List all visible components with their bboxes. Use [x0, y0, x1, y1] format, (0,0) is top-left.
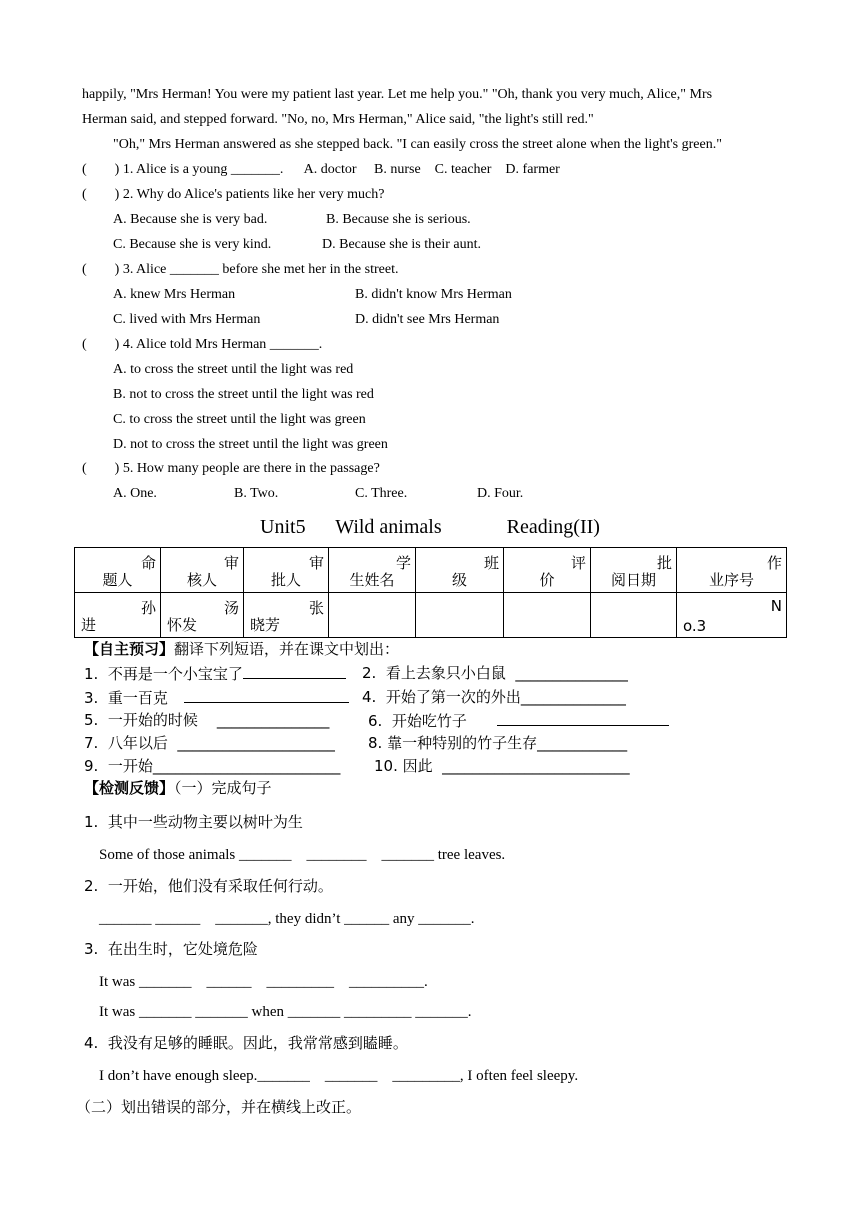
table-cell-top: 张: [308, 599, 324, 617]
feedback-q1-cn: 1. 其中一些动物主要以树叶为生: [84, 813, 303, 831]
table-cell-empty: [591, 593, 676, 637]
table-cell-empty: [329, 593, 415, 637]
question-5-option-c: C. Three.: [355, 486, 408, 501]
table-cell-bottom: 阅日期: [610, 571, 656, 589]
feedback-q1-en: Some of those animals _______ ________ _______ tree leaves.: [99, 847, 506, 863]
table-cell-bottom: 进: [81, 616, 97, 634]
preview-item-6: [368, 711, 669, 730]
table-cell-top: 批: [656, 554, 672, 572]
answer-blank[interactable]: [184, 688, 349, 703]
preview-item-10: 10. 因此 _________________________: [374, 757, 630, 775]
passage-line-3: "Oh," Mrs Herman answered as she stepped back. "I can easily cross the street alone when the light's green.": [113, 137, 722, 152]
answer-blank[interactable]: [497, 711, 669, 726]
table-cell-top: 评: [570, 554, 586, 572]
preview-item-3: [84, 688, 349, 707]
passage-line-2: Herman said, and stepped forward. "No, no, Mrs Herman," Alice said, "the light's still red.": [82, 112, 594, 127]
feedback-part2: （二）划出错误的部分，并在横线上改正。: [76, 1098, 362, 1116]
table-cell-top: 汤: [223, 599, 239, 617]
question-2-option-a: A. Because she is very bad.: [113, 212, 268, 227]
preview-item-1-text: 1. 不再是一个小宝宝了: [84, 665, 243, 683]
table-cell-empty: [504, 593, 590, 637]
preview-header: [84, 640, 399, 658]
question-4-option-b: B. not to cross the street until the light was red: [113, 387, 374, 402]
feedback-q2-en: _______ ______ _______, they didn’t ______ any _______.: [99, 911, 475, 927]
preview-item-6-text: 6. 开始吃竹子: [368, 712, 467, 730]
question-1: ( ) 1. Alice is a young _______. A. doctor B. nurse C. teacher D. farmer: [82, 162, 560, 177]
question-2-option-b: B. Because she is serious.: [326, 212, 471, 227]
preview-item-8: 8. 靠一种特别的竹子生存____________: [368, 734, 628, 752]
table-cell-bottom: 业序号: [708, 571, 754, 589]
table-cell-bottom: 价: [539, 571, 555, 589]
feedback-q3-cn: 3. 在出生时，它处境危险: [84, 940, 258, 958]
table-cell-bottom: o.3: [683, 617, 707, 635]
preview-item-2: 2. 看上去象只小白鼠 _______________: [362, 664, 628, 682]
question-2: ( ) 2. Why do Alice's patients like her very much?: [82, 187, 385, 202]
feedback-q4-en: I don’t have enough sleep._______ _______ _________, I often feel sleepy.: [99, 1068, 579, 1084]
preview-item-4: 4. 开始了第一次的外出______________: [362, 688, 626, 706]
unit-title: Unit5 Wild animals Reading(II): [260, 516, 600, 538]
question-2-option-d: D. Because she is their aunt.: [322, 237, 482, 252]
table-cell-top: 作: [766, 554, 782, 572]
question-5-option-d: D. Four.: [477, 486, 524, 501]
question-2-option-c: C. Because she is very kind.: [113, 237, 272, 252]
question-4: ( ) 4. Alice told Mrs Herman _______.: [82, 337, 323, 352]
question-3-option-d: D. didn't see Mrs Herman: [355, 312, 500, 327]
preview-item-9: 9. 一开始_________________________: [84, 757, 341, 775]
table-cell-bottom: 核人: [186, 571, 217, 589]
feedback-heading: 【检测反馈】: [84, 779, 175, 797]
feedback-q2-cn: 2. 一开始，他们没有采取任何行动。: [84, 877, 333, 895]
preview-heading: 【自主预习】: [84, 640, 175, 658]
table-cell-top: 孙: [140, 599, 156, 617]
table-row: [75, 593, 787, 638]
table-cell-top: N: [770, 597, 782, 615]
question-3-option-b: B. didn't know Mrs Herman: [355, 287, 512, 302]
question-3-option-c: C. lived with Mrs Herman: [113, 312, 261, 327]
table-cell-top: 学: [395, 554, 411, 572]
feedback-q3-en-2: It was _______ _______ when _______ _________ _______.: [99, 1004, 472, 1020]
table-cell-bottom: 级: [451, 571, 467, 589]
question-4-option-a: A. to cross the street until the light was red: [113, 362, 354, 377]
preview-item-1: [84, 664, 346, 683]
table-cell-bottom: 晓芳: [250, 616, 281, 634]
question-5: ( ) 5. How many people are there in the passage?: [82, 461, 380, 476]
table-cell-empty: [416, 593, 503, 637]
table-cell-top: 命: [140, 554, 156, 572]
feedback-q4-cn: 4. 我没有足够的睡眠。因此，我常常感到瞌睡。: [84, 1034, 408, 1052]
feedback-q3-en-1: It was _______ ______ _________ __________.: [99, 974, 428, 990]
question-5-option-b: B. Two.: [234, 486, 279, 501]
table-header-row: [75, 548, 787, 593]
passage-line-1: happily, "Mrs Herman! You were my patient last year. Let me help you." "Oh, thank you very much, Alice," Mrs: [82, 87, 713, 102]
table-cell-top: 审: [308, 554, 324, 572]
question-3-option-a: A. knew Mrs Herman: [113, 287, 236, 302]
question-4-option-c: C. to cross the street until the light was green: [113, 412, 366, 427]
preview-item-3-text: 3. 重一百克: [84, 689, 168, 707]
table-cell-bottom: 生姓名: [349, 571, 395, 589]
table-cell-top: 审: [223, 554, 239, 572]
question-3: ( ) 3. Alice _______ before she met her in the street.: [82, 262, 399, 277]
feedback-part1: （一）完成句子: [174, 779, 272, 797]
feedback-header: [84, 779, 272, 797]
info-table: [74, 547, 787, 638]
table-cell-bottom: 题人: [102, 571, 133, 589]
question-5-option-a: A. One.: [113, 486, 157, 501]
preview-instruction: 翻译下列短语，并在课文中划出：: [174, 640, 400, 658]
question-4-option-d: D. not to cross the street until the light was green: [113, 437, 388, 452]
table-cell-top: 班: [483, 554, 499, 572]
answer-blank[interactable]: [243, 664, 346, 679]
table-cell-bottom: 批人: [270, 571, 301, 589]
preview-item-5: 5. 一开始的时候 _______________: [84, 711, 330, 729]
table-cell-bottom: 怀发: [167, 616, 198, 634]
preview-item-7: 7. 八年以后 _____________________: [84, 734, 335, 752]
